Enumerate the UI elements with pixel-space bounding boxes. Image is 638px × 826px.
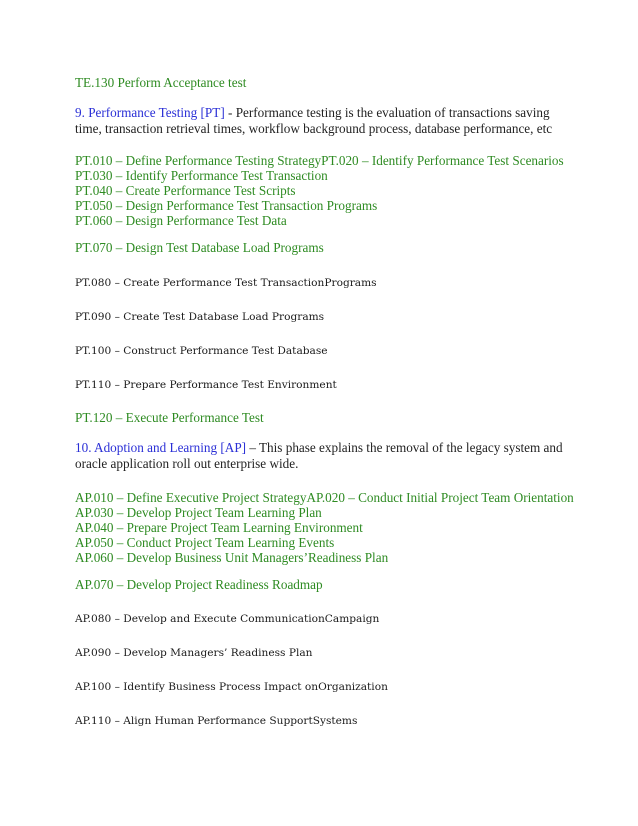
task-ap080: AP.080 – Develop and Execute CommunicationCampaign xyxy=(75,613,380,625)
ap-list-item: AP.010 – Define Executive Project StrategyAP.020 – Conduct Initial Project Team Orientation xyxy=(75,490,574,505)
ap-list-item: AP.040 – Prepare Project Team Learning Environment xyxy=(75,520,363,535)
pt-list-item: PT.010 – Define Performance Testing StrategyPT.020 – Identify Performance Test Scenarios xyxy=(75,153,564,168)
pt-list-item: PT.030 – Identify Performance Test Transaction xyxy=(75,168,328,183)
task-te130: TE.130 Perform Acceptance test xyxy=(75,75,247,90)
task-pt120: PT.120 – Execute Performance Test xyxy=(75,410,264,425)
task-ap070: AP.070 – Develop Project Readiness Roadmap xyxy=(75,577,323,592)
task-ap110: AP.110 – Align Human Performance SupportSystems xyxy=(75,715,358,727)
task-pt090: PT.090 – Create Test Database Load Programs xyxy=(75,311,325,323)
task-pt070: PT.070 – Design Test Database Load Programs xyxy=(75,240,324,255)
ap-list-item: AP.030 – Develop Project Team Learning Plan xyxy=(75,505,322,520)
pt-list-item: PT.050 – Design Performance Test Transaction Programs xyxy=(75,198,378,213)
task-ap090: AP.090 – Develop Managers’ Readiness Plan xyxy=(75,647,313,659)
task-ap100: AP.100 – Identify Business Process Impact onOrganization xyxy=(75,681,388,693)
pt-list-item: PT.060 – Design Performance Test Data xyxy=(75,213,287,228)
section-10-title: 10. Adoption and Learning [AP] xyxy=(75,440,247,455)
section-9-title: 9. Performance Testing [PT] xyxy=(75,105,225,120)
section-9-paragraph xyxy=(75,105,565,137)
task-pt080: PT.080 – Create Performance Test TransactionPrograms xyxy=(75,277,377,289)
section-10-paragraph xyxy=(75,440,565,472)
pt-list-item: PT.040 – Create Performance Test Scripts xyxy=(75,183,296,198)
ap-list-item: AP.060 – Develop Business Unit Managers’Readiness Plan xyxy=(75,550,389,565)
task-pt110: PT.110 – Prepare Performance Test Environment xyxy=(75,379,337,391)
task-pt100: PT.100 – Construct Performance Test Database xyxy=(75,345,328,357)
ap-list-item: AP.050 – Conduct Project Team Learning Events xyxy=(75,535,335,550)
section-10-description: – This phase explains the removal of the legacy system and oracle application roll out enterprise wide. xyxy=(75,440,563,471)
section-9-description: - Performance testing is the evaluation of transactions saving time, transaction retrieval times, workflow background process, database performance, etc xyxy=(75,105,553,136)
